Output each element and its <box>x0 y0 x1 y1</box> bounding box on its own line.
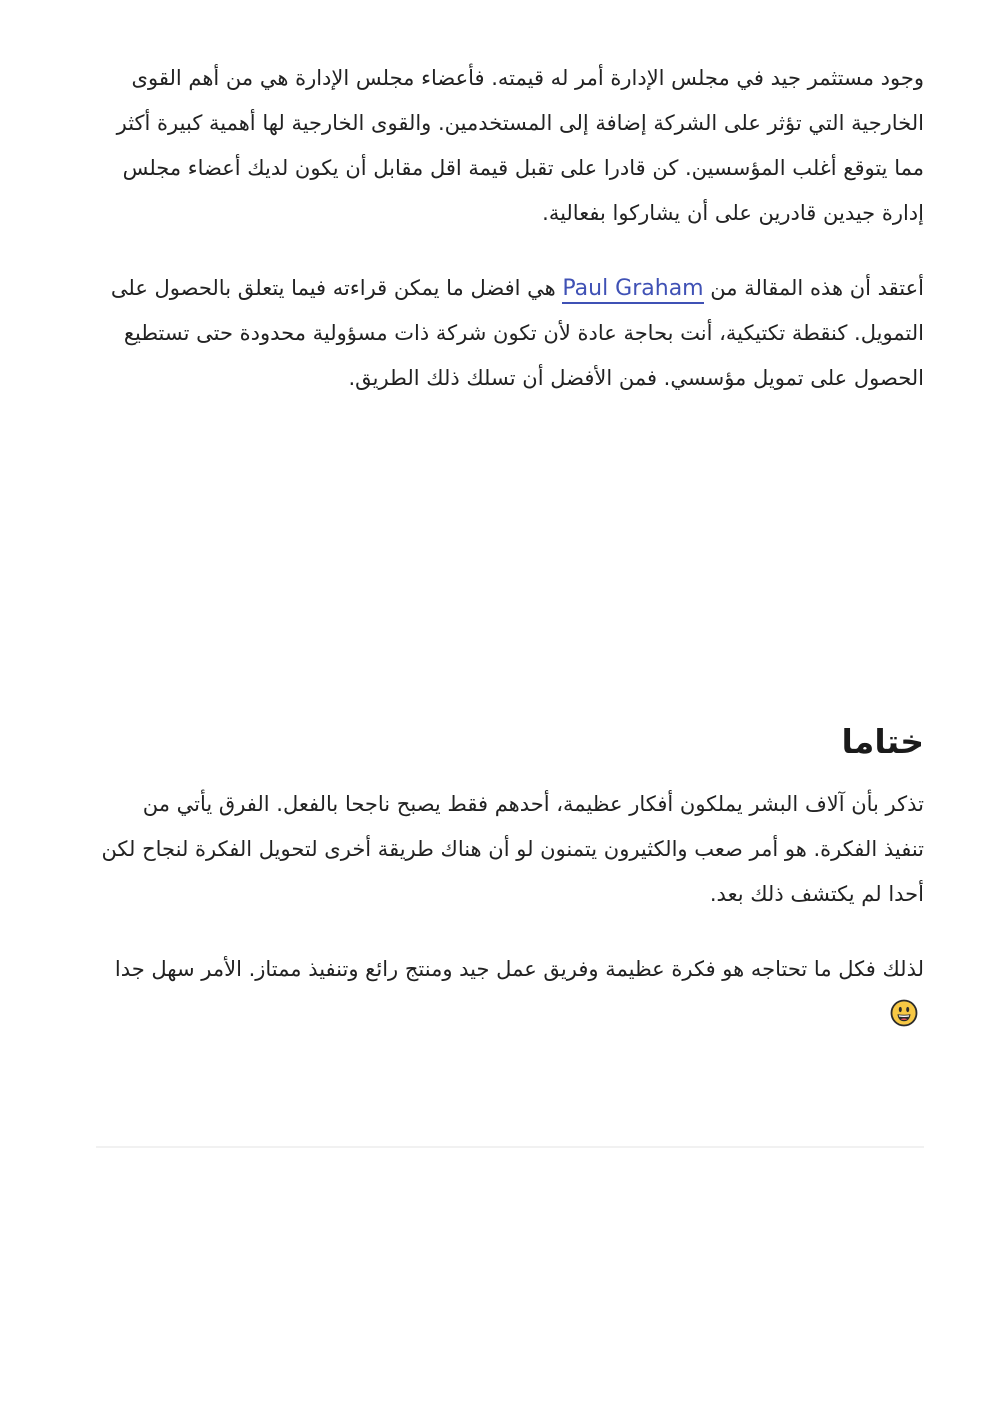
footer-divider <box>96 1146 924 1148</box>
grinning-face-emoji-icon <box>890 998 918 1026</box>
article-body <box>96 56 924 1037</box>
paragraph-funding <box>96 266 924 401</box>
paragraph-summary <box>96 947 924 1037</box>
paul-graham-link[interactable]: Paul Graham <box>562 276 703 304</box>
paragraph-board-investors: وجود مستثمر جيد في مجلس الإدارة أمر له قيمته. فأعضاء مجلس الإدارة هي من أهم القوى الخارجية التي تؤثر على الشركة إضافة إلى المستخدمين. والقوى الخارجية لها أهمية كبيرة أكثر مما يتوقع أغلب المؤسسين. كن قادرا على تقبل قيمة اقل مقابل أن يكون لديك أعضاء مجلس إدارة جيدين قادرين على أن يشاركوا بفعالية. <box>116 66 924 225</box>
paragraph-text-after-link: هي افضل ما يمكن قراءته فيما يتعلق بالحصول على التمويل. كنقطة تكتيكية، أنت بحاجة عادة لأن تكون شركة ذات مسؤولية محدودة حتى تستطيع الحصول على تمويل مؤسسي. فمن الأفضل أن تسلك ذلك الطريق. <box>110 276 924 390</box>
paragraph-summary-text: لذلك فكل ما تحتاجه هو فكرة عظيمة وفريق عمل جيد ومنتج رائع وتنفيذ ممتاز. الأمر سهل جدا <box>114 957 924 981</box>
section-heading-conclusion: ختاما <box>841 722 924 761</box>
paragraph-text-before-link: أعتقد أن هذه المقالة من <box>703 276 924 300</box>
conclusion-section <box>96 718 924 1037</box>
paragraph-execution: تذكر بأن آلاف البشر يملكون أفكار عظيمة، أحدهم فقط يصبح ناجحا بالفعل. الفرق يأتي من تنفيذ الفكرة. هو أمر صعب والكثيرون يتمنون لو أن هناك طريقة أخرى لتحويل الفكرة لنجاح لكن أحدا لم يكتشف ذلك بعد. <box>101 792 924 906</box>
content-spacer <box>96 401 924 718</box>
